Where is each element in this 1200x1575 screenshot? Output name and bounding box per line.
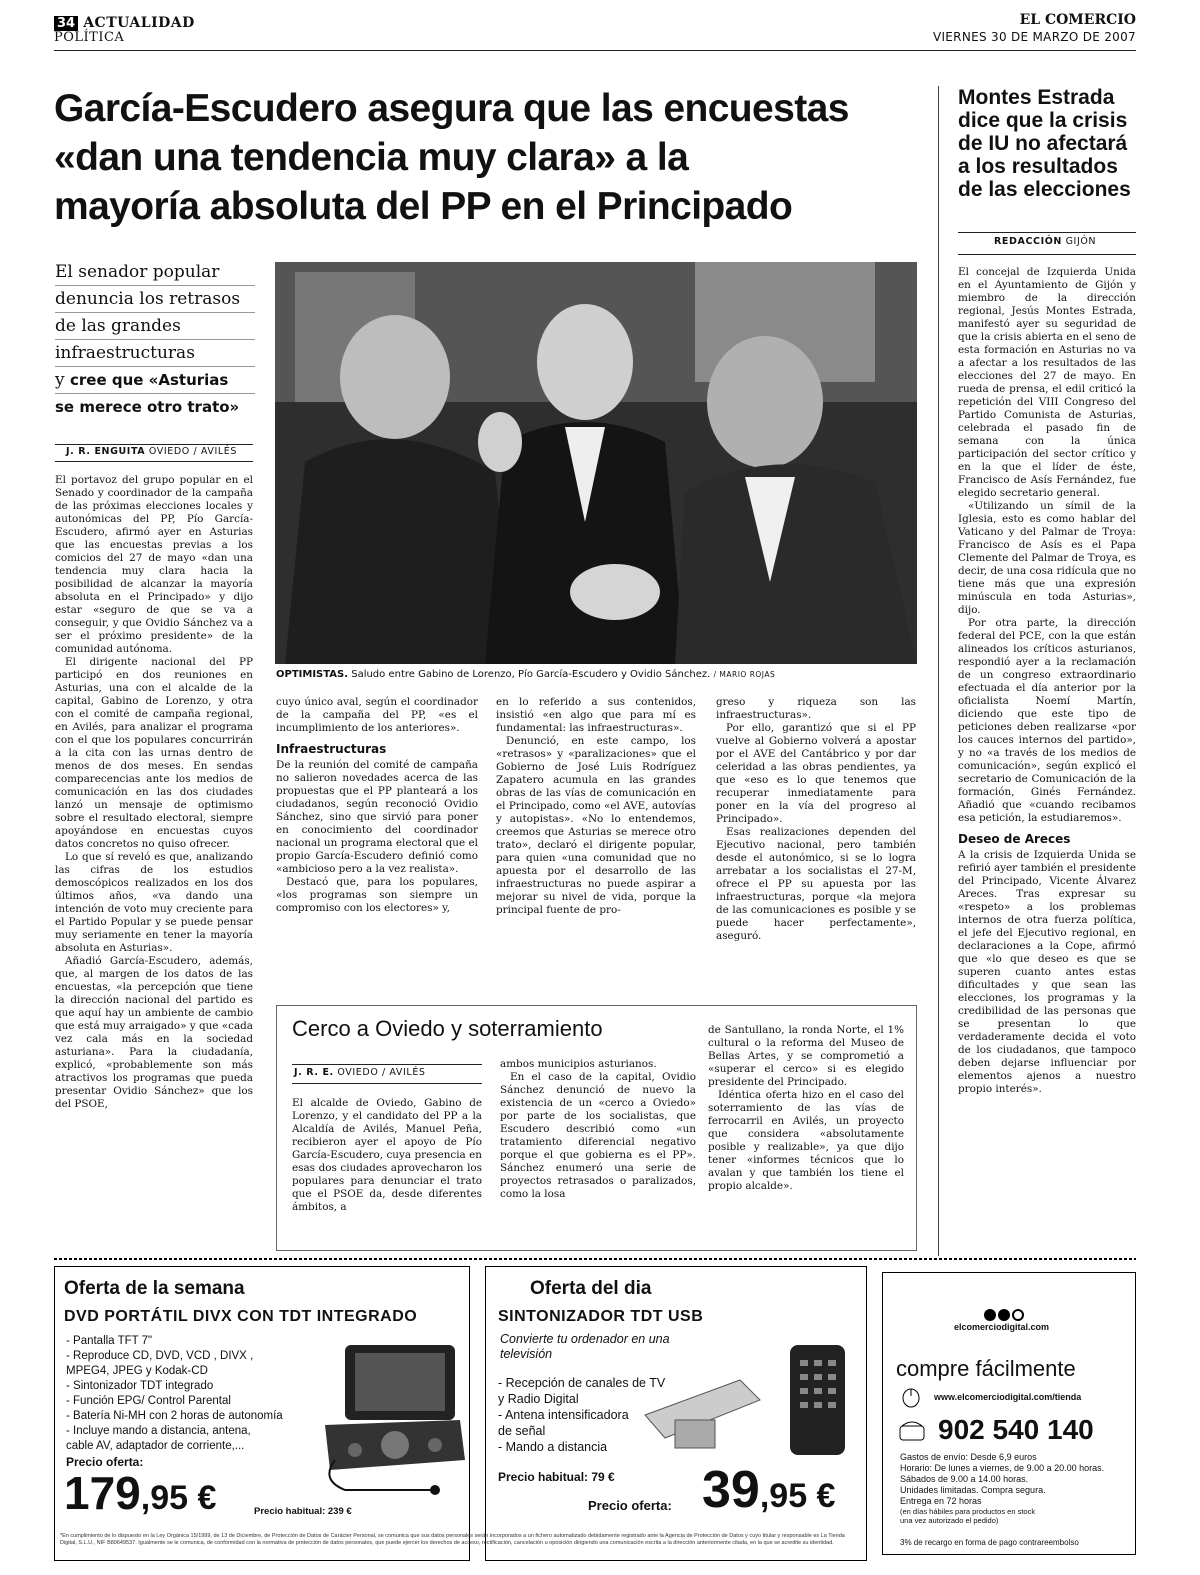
article-column-1: [55, 474, 253, 1250]
paragraph: El dirigente nacional del PP participó en dos reuniones en Asturias, una con el alcalde de la capital, Gabino de Lorenzo, y otra con el comité de campaña regional, en Avilés, para analizar el programa con el que los populares concurrirán a la cita con las urnas dentro de menos de dos meses. En sendas comparecencias ante los medios de comunicación en las dos ciudades lanzó un mensaje de optimismo sobre el resultado electoral, siempre apoyándose en encuestas cuyos datos concretos no quiso ofrecer.: [55, 656, 253, 850]
price-decimal: ,95 €: [759, 1477, 836, 1515]
article-summary: [55, 259, 255, 420]
photo-credit: / MARIO ROJAS: [713, 670, 776, 679]
paragraph: A la crisis de Izquierda Unida se refirió ayer también el presidente del Principado, Vicente Álvarez Areces. Tras expresar su «respeto» a los problemas internos de otra fuerza política, el jefe del Ejecutivo regional, en declaraciones a la Cope, afirmó que «lo que deseo es que se superen cuanto antes estas dificultades y que sean las elecciones, los programas y la credibilidad de las personas que se presentan lo que verdaderamente decida el voto de los ciudadanos, que tampoco deben dejarse influenciar por elementos ajenos a nuestro propio interés».: [958, 849, 1136, 1095]
paragraph: en lo referido a sus contenidos, insistió «en algo que para mí es fundamental: las infraestructuras».: [496, 696, 696, 734]
detail-line: Entrega en 72 horas: [900, 1496, 982, 1506]
paragraph: Lo que sí reveló es que, analizando las cifras de los estudios demoscópicos realizados en los dos últimos años, «va dando una intención de voto muy creciente para el Partido Popular y se puede pensar muy seriamente en tener la mayoría absoluta en Asturias».: [55, 851, 253, 954]
paragraph: Idéntica oferta hizo en el caso del soterramiento de las vías de ferrocarril en Avilés, un proyecto que considera «absolutamente posible y realizable», ya que dijo tener «informes técnicos que lo avalan y que también los tiene el propio alcalde».: [708, 1089, 904, 1192]
paragraph: «Utilizando un símil de la Iglesia, esto es como hablar del Vaticano y del Palmar de Troya: Francisco de Asís es el Papa Clemente del Palmar de Troya, es decir, de una cosa ridícula que no tiene más que una expresión minúscula en toda Asturias», dijo.: [958, 500, 1136, 616]
sidebar-column: [958, 266, 1136, 1251]
summary-line: de las grandes: [55, 313, 255, 340]
paragraph: De la reunión del comité de campaña no salieron novedades acerca de las propuestas que el PP planteará a los ciudadanos, según reconoció Ovidio Sánchez, sino que sirvió para poner en conocimiento del coordinador nacional un programa electoral que el propio García-Escudero definió como «ambicioso pero a la vez realista».: [276, 759, 478, 875]
feature-item: - Mando a distancia: [498, 1440, 608, 1454]
issue-date: VIERNES 30 DE MARZO DE 2007: [932, 30, 1136, 44]
ad3-logo-text: elcomerciodigital.com: [954, 1322, 1050, 1332]
byline-rule: [958, 232, 1136, 233]
article-column-4: [716, 696, 916, 986]
feature-item: - Antena intensificadora: [498, 1408, 629, 1422]
detail-line: (en días hábiles para productos en stock: [900, 1507, 1036, 1516]
dvd-player-image: [315, 1340, 470, 1500]
page-header-left: [54, 12, 195, 31]
byline-place: OVIEDO / AVILÉS: [337, 1067, 426, 1078]
feature-item: - Batería Ni-MH con 2 horas de autonomía: [66, 1410, 283, 1422]
ad1-product: DVD PORTÁTIL DIVX CON TDT INTEGRADO: [64, 1308, 418, 1325]
byline-rule: [292, 1064, 482, 1065]
ad2-offer-label: Precio oferta:: [588, 1498, 672, 1513]
feature-item: - Sintonizador TDT integrado: [66, 1380, 214, 1392]
headline-line: a los resultados: [958, 155, 1118, 178]
sidebar-divider: [938, 86, 939, 1256]
ad3-title: compre fácilmente: [896, 1356, 1076, 1381]
byline-rule: [55, 444, 253, 445]
byline-author: J. R. ENGUITA: [66, 446, 146, 457]
paragraph: Añadió García-Escudero, además, que, al margen de los datos de las encuestas, «la percepción que tiene la dirección nacional del partido es que aquí hay un ambiente de cambio que está muy arraigado» y que «cada vez cala más en la sociedad asturiana». Para la ciudadanía, explicó, «probablemente son más atractivos los programas que pueda presentar Ovidio Sánchez» que los del PSOE,: [55, 955, 253, 1110]
paragraph: cuyo único aval, según el coordinador de la campaña del PP, «es el incumplimiento de los anteriores».: [276, 696, 478, 734]
headline-line: dice que la crisis: [958, 109, 1128, 132]
summary-line: denuncia los retrasos: [55, 286, 255, 313]
paragraph: El alcalde de Oviedo, Gabino de Lorenzo, y el candidato del PP a la Alcaldía de Avilés, Manuel Peña, recibieron ayer el apoyo de Pío García-Escudero, cuya presencia en esas dos ciudades aprovecharon los populares para denunciar el trato que el PSOE da, desde diferentes ámbitos, a: [292, 1097, 482, 1213]
byline-rule: [292, 1083, 482, 1084]
newspaper-name: EL COMERCIO: [1019, 12, 1136, 28]
section-label: ACTUALIDAD: [83, 15, 195, 31]
box-column-3: [708, 1024, 904, 1248]
news-photo: [275, 262, 917, 664]
ad1-title: Oferta de la semana: [64, 1278, 245, 1299]
detail-line: Horario: De lunes a viernes, de 9.00 a 20.00 horas.: [900, 1463, 1105, 1473]
main-byline: [66, 446, 237, 457]
ad1-regular-price: Precio habitual: 239 €: [254, 1506, 352, 1517]
paragraph: Por otra parte, la dirección federal del PCE, con la que están alineados los críticos asturianos, respondió ayer a la reclamación de un congreso extraordinario efectuada el día anterior por la oficialista Noemí Martín, diciendo que este tipo de peticiones deben realizarse «por los cauces internos del partido», y no «a través de los medios de comunicación», según explicó el secretario de Comunicación de la formación, Ginés Fernández. Añadió que «cuando recibamos esa petición, la estudiaremos».: [958, 617, 1136, 824]
subheading-infraestructuras: Infraestructuras: [276, 742, 387, 756]
ad1-offer-label: Precio oferta:: [66, 1455, 144, 1469]
box-column-1: [292, 1097, 482, 1247]
price-integer: 39: [702, 1461, 760, 1519]
detail-line: Sábados de 9.00 a 14.00 horas.: [900, 1474, 1029, 1484]
feature-item: - Pantalla TFT 7": [66, 1335, 153, 1347]
detail-line: una vez autorizado el pedido): [900, 1516, 999, 1525]
summary-line: El senador popular: [55, 259, 255, 286]
ad-legal-notice: *En cumplimiento de lo dispuesto en la Ley Orgánica 15/1999, de 13 de Diciembre, de Protección de Datos de Carácter Personal, se comunica que sus datos personales serán incorporados a un fichero automatizado debidamente registrado ante la Agencia de Protección de Datos y cuyo titular y responsable es La Tienda Digital, S.L.U., NIF B80649537. Igualmente se le comunica, de conformidad con la normativa de protección de datos personales, que puede ejercer los derechos de acceso, rectificación, cancelación u oposición dirigiendo una comunicación escrita a la dirección anteriormente citada, en la que se acredite su identidad.: [60, 1533, 845, 1546]
paragraph: Destacó que, para los populares, «los programas son siempre un compromiso con los electores» y,: [276, 876, 478, 914]
tagline-line: televisión: [500, 1347, 553, 1361]
header-rule: [54, 50, 1136, 51]
detail-line: Gastos de envío: Desde 6,9 euros: [900, 1452, 1037, 1462]
byline-rule: [55, 461, 253, 462]
headline-line: mayoría absoluta del PP en el Principado: [54, 185, 793, 228]
paragraph: Por ello, garantizó que si el PP vuelve al Gobierno volverá a apostar por el AVE del Cantábrico y por dar celeridad a las obras pendientes, ya que «eso es lo que tenemos que recuperar inmediatamente para poner en la vía del progreso al Principado».: [716, 722, 916, 825]
feature-item: - Función EPG/ Control Parental: [66, 1395, 231, 1407]
ad2-price: [702, 1460, 835, 1520]
main-headline: [54, 84, 924, 231]
mouse-icon: [898, 1388, 924, 1408]
byline-author: J. R. E.: [294, 1067, 334, 1078]
detail-line: Unidades limitadas. Compra segura.: [900, 1485, 1046, 1495]
box-column-2: [500, 1058, 696, 1248]
feature-item: - Recepción de canales de TV: [498, 1376, 666, 1390]
paragraph: El portavoz del grupo popular en el Senado y coordinador de la campaña de las próximas elecciones locales y autonómicas del PP, Pío García-Escudero, afirmó ayer en Asturias que las encuestas previas a los comicios del 27 de mayo «dan una tendencia muy clara hacia la posibilidad de alcanzar la mayoría absoluta en el Principado» y dijo estar «seguro de que se va a conseguir, y que Ovidio Sánchez va a ser el próximo presidente» de la comunidad autónoma.: [55, 474, 253, 655]
feature-item: de señal: [498, 1424, 546, 1438]
caption-label: OPTIMISTAS.: [276, 669, 349, 680]
ad3-details: [900, 1452, 1130, 1525]
headline-line: «dan una tendencia muy clara» a la: [54, 136, 689, 179]
summary-bold-2: se merece otro trato»: [55, 398, 240, 416]
feature-item: - Reproduce CD, DVD, VCD , DIVX ,: [66, 1350, 254, 1362]
summary-line: infraestructuras: [55, 340, 255, 367]
paragraph: En el caso de la capital, Ovidio Sánchez denunció de nuevo la existencia de un «cerco a Oviedo» por parte de los socialistas, que Escudero describió como «un tratamiento diferencial negativo porque el que gobierna es el PP». Sánchez enumeró una serie de proyectos retrasados o paralizados, como la losa: [500, 1071, 696, 1200]
paragraph: greso y riqueza son las infraestructuras».: [716, 696, 916, 721]
byline-place: GIJÓN: [1065, 236, 1097, 247]
headline-line: de IU no afectará: [958, 132, 1128, 155]
subsection-label: POLÍTICA: [54, 30, 125, 45]
tagline-line: Convierte tu ordenador en una: [500, 1332, 670, 1346]
ad3-phone: 902 540 140: [938, 1414, 1094, 1445]
sidebar-byline: [994, 236, 1096, 247]
article-column-3: [496, 696, 696, 986]
ad2-regular-price: Precio habitual: 79 €: [498, 1470, 615, 1484]
ad3-footer: 3% de recargo en forma de pago contrareembolso: [900, 1538, 1079, 1547]
ad1-features: [66, 1334, 336, 1454]
article-column-2: [276, 696, 478, 986]
ad2-title: Oferta del dia: [530, 1278, 652, 1299]
feature-item: - Incluye mando a distancia, antena,: [66, 1425, 251, 1437]
photo-illustration: [275, 262, 917, 664]
phone-icon: [898, 1420, 926, 1442]
sidebar-headline: [958, 86, 1138, 201]
paragraph: ambos municipios asturianos.: [500, 1058, 657, 1070]
headline-line: Montes Estrada: [958, 86, 1115, 109]
paragraph: Denunció, en este campo, los «retrasos» y «paralizaciones» que el Gobierno de José Luis Rodríguez Zapatero acumula en las grandes obras de las vías de comunicación en el Principado, como «el AVE, autovías y autopistas». «No lo entendemos, creemos que Asturias se merece otro trato», declaró el dirigente popular, para quien «una comunidad que no apuesta por el desarrollo de las infraestructuras no puede aspirar a mejorar su nivel de vida, porque la principal fuente de pro-: [496, 735, 696, 916]
byline-rule: [958, 254, 1136, 255]
photo-caption: [276, 669, 775, 680]
paragraph: El concejal de Izquierda Unida en el Ayuntamiento de Gijón y miembro de la dirección regional, Jesús Montes Estrada, manifestó ayer su seguridad de que la crisis abierta en el seno de esta formación en Asturias no va a afectar a los resultados de las elecciones del 27 de mayo. En rueda de prensa, el edil criticó la repetición del VIII Congreso del Partido Comunista de Asturias, celebrada el pasado fin de semana con la única participación del sector crítico y en la que el líder de éste, Francisco de Asís Fernández, fue elegido secretario general.: [958, 266, 1136, 499]
ad1-price: [64, 1466, 216, 1520]
byline-place: OVIEDO / AVILÉS: [148, 446, 238, 457]
ad-separator: [54, 1258, 1136, 1260]
byline-author: REDACCIÓN: [994, 236, 1062, 247]
price-decimal: ,95 €: [140, 1479, 217, 1517]
box-title: Cerco a Oviedo y soterramiento: [292, 1016, 603, 1041]
summary-y: y: [55, 370, 65, 390]
headline-line: de las elecciones: [958, 178, 1131, 201]
summary-bold-1: cree que «Asturias: [70, 371, 229, 389]
usb-tuner-image: [640, 1340, 860, 1460]
box-byline: [294, 1067, 426, 1078]
feature-item: cable AV, adaptador de corriente,...: [66, 1440, 245, 1452]
feature-item: y Radio Digital: [498, 1392, 579, 1406]
ad2-product: SINTONIZADOR TDT USB: [498, 1308, 704, 1325]
ad3-url[interactable]: www.elcomerciodigital.com/tienda: [934, 1392, 1082, 1402]
summary-line: [55, 367, 255, 394]
feature-item: MPEG4, JPEG y Kodak-CD: [66, 1365, 208, 1377]
paragraph: de Santullano, la ronda Norte, el 1% cultural o la reforma del Museo de Bellas Artes, y se comprometió a «superar el cerco» si es elegido presidente del Principado.: [708, 1024, 904, 1088]
headline-line: García-Escudero asegura que las encuestas: [54, 87, 849, 130]
caption-text: Saludo entre Gabino de Lorenzo, Pío García-Escudero y Ovidio Sánchez.: [351, 669, 711, 680]
paragraph: Esas realizaciones dependen del Ejecutivo nacional, pero también desde el autonómico, si se lo logra arrebatar a los socialistas el 27-M, ofrece el PP su apuesta por las infraestructuras, porque «la mejora de las comunicaciones es posible y se puede hacer perfectamente», aseguró.: [716, 826, 916, 942]
subheading-deseo-de-areces: Deseo de Areces: [958, 832, 1071, 846]
page-number: 34: [54, 16, 78, 31]
price-integer: 179: [64, 1467, 141, 1519]
